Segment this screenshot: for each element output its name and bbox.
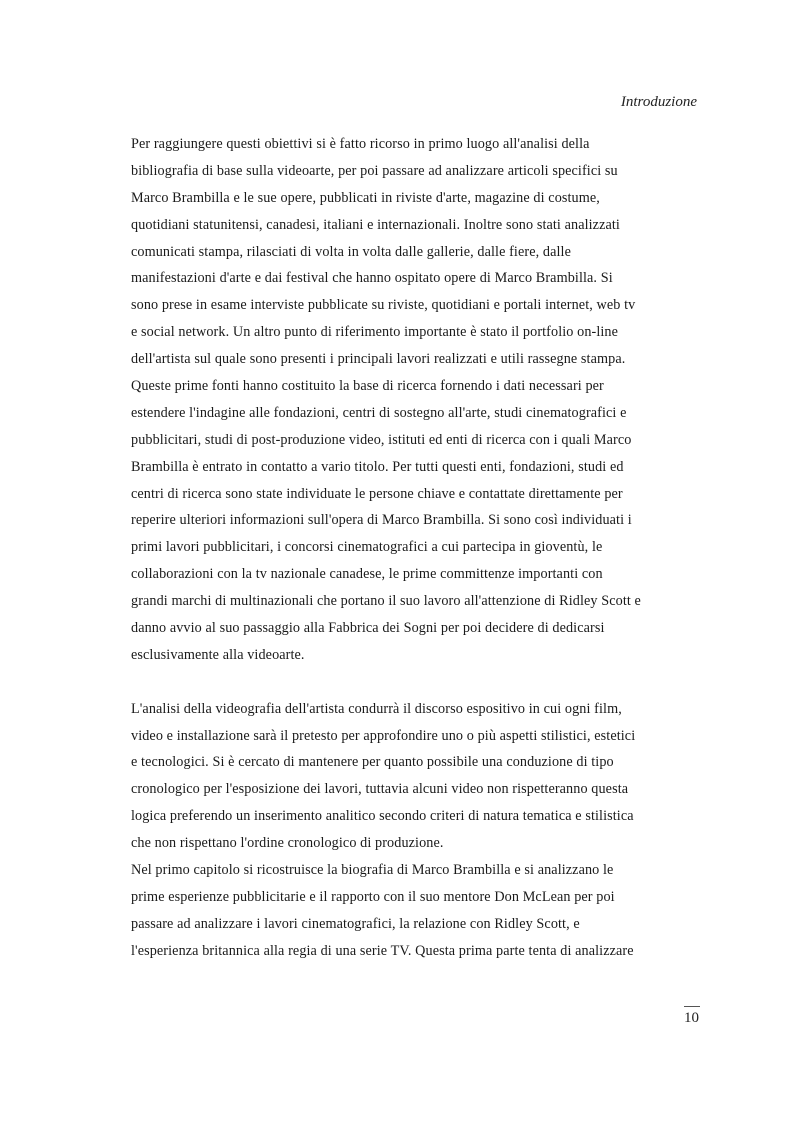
text-line: cronologico per l'esposizione dei lavori, tuttavia alcuni video non rispetteranno questa: [131, 781, 629, 798]
text-line: logica preferendo un inserimento analitico secondo criteri di natura tematica e stilistica: [131, 808, 634, 825]
text-line: Queste prime fonti hanno costituito la base di ricerca fornendo i dati necessari per: [131, 378, 604, 395]
text-line: centri di ricerca sono state individuate le persone chiave e contattate direttamente per: [131, 485, 623, 502]
text-line: Marco Brambilla e le sue opere, pubblicati in riviste d'arte, magazine di costume,: [131, 189, 600, 206]
running-header: Introduzione: [620, 94, 697, 110]
text-line: Per raggiungere questi obiettivi si è fatto ricorso in primo luogo all'analisi della: [131, 136, 590, 152]
text-line: manifestazioni d'arte e dai festival che hanno ospitato opere di Marco Brambilla. Si: [131, 270, 613, 287]
paragraph-spacer: [131, 669, 701, 696]
text-line: L'analisi della videografia dell'artista condurrà il discorso espositivo in cui ogni film,: [131, 700, 622, 717]
text-line: grandi marchi di multinazionali che portano il suo lavoro all'attenzione di Ridley Scott e: [131, 593, 641, 610]
text-line: Nel primo capitolo si ricostruisce la biografia di Marco Brambilla e si analizzano le: [131, 862, 614, 879]
paragraph-3: [131, 857, 701, 965]
footer-rule: [684, 1006, 700, 1007]
text-line: bibliografia di base sulla videoarte, per poi passare ad analizzare articoli specifici su: [131, 162, 618, 179]
text-line: collaborazioni con la tv nazionale canadese, le prime committenze importanti con: [131, 566, 603, 583]
text-line: dell'artista sul quale sono presenti i principali lavori realizzati e utili rassegne stampa.: [131, 351, 626, 368]
text-line: quotidiani statunitensi, canadesi, italiani e internazionali. Inoltre sono stati analizzati: [131, 216, 620, 233]
paragraph-1: [131, 131, 701, 669]
text-line: esclusivamente alla videoarte.: [131, 646, 305, 663]
paragraph-2: [131, 696, 701, 857]
text-line: Brambilla è entrato in contatto a vario titolo. Per tutti questi enti, fondazioni, studi ed: [131, 458, 624, 475]
text-line: sono prese in esame interviste pubblicate su riviste, quotidiani e portali internet, web tv: [131, 297, 636, 314]
page-number: 10: [684, 1010, 699, 1026]
text-line: l'esperienza britannica alla regia di una serie TV. Questa prima parte tenta di analizzare: [131, 942, 634, 959]
text-line: primi lavori pubblicitari, i concorsi cinematografici a cui partecipa in gioventù, le: [131, 539, 603, 556]
text-line: passare ad analizzare i lavori cinematografici, la relazione con Ridley Scott, e: [131, 915, 580, 932]
text-line: danno avvio al suo passaggio alla Fabbrica dei Sogni per poi decidere di dedicarsi: [131, 620, 605, 637]
text-line: estendere l'indagine alle fondazioni, centri di sostegno all'arte, studi cinematografici e: [131, 404, 627, 421]
body-text: [131, 131, 701, 965]
text-line: che non rispettano l'ordine cronologico di produzione.: [131, 835, 444, 852]
text-line: e social network. Un altro punto di riferimento importante è stato il portfolio on-line: [131, 324, 619, 341]
text-line: video e installazione sarà il pretesto per approfondire uno o più aspetti stilistici, estetici: [131, 727, 636, 744]
text-line: prime esperienze pubblicitarie e il rapporto con il suo mentore Don McLean per poi: [131, 888, 615, 905]
text-line: e tecnologici. Si è cercato di mantenere per quanto possibile una conduzione di tipo: [131, 754, 614, 771]
text-line: pubblicitari, studi di post-produzione video, istituti ed enti di ricerca con i quali Marco: [131, 431, 632, 448]
text-line: reperire ulteriori informazioni sull'opera di Marco Brambilla. Si sono così individuati i: [131, 512, 632, 529]
text-line: comunicati stampa, rilasciati di volta in volta dalle gallerie, dalle fiere, dalle: [131, 243, 571, 260]
